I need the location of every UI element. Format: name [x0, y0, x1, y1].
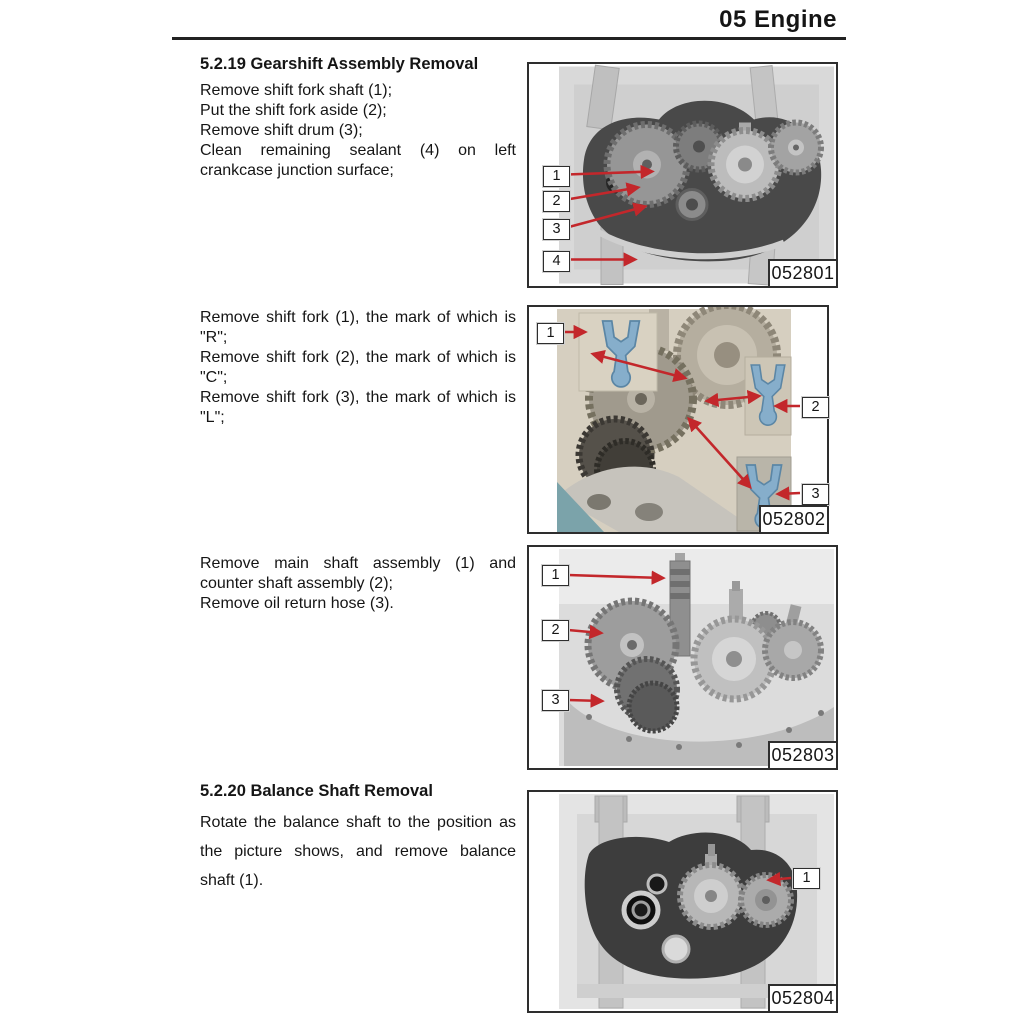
callout-box: 1 [793, 868, 820, 889]
callout-box: 2 [802, 397, 829, 418]
section-5-2-20 [200, 782, 516, 895]
body-line: Remove shift fork (2), the mark of which is [200, 349, 516, 366]
engine-photo-illustration [529, 307, 827, 532]
body-line: Rotate the balance shaft to the position as [200, 814, 516, 831]
section-5-2-19 [200, 55, 516, 181]
callout-box: 1 [543, 166, 570, 187]
callout-box: 4 [543, 251, 570, 272]
callout-arrow [778, 493, 800, 494]
body-line: counter shaft assembly (2); [200, 575, 393, 592]
engine-photo-illustration [529, 64, 836, 286]
section-main-shaft [200, 554, 516, 614]
body-line: Remove shift fork shaft (1); [200, 82, 393, 99]
body-line: the picture shows, and remove balance [200, 843, 516, 860]
body-line: Put the shift fork aside (2); [200, 102, 387, 119]
body-line: Remove oil return hose (3). [200, 595, 394, 612]
callout-box: 3 [542, 690, 569, 711]
body-line: crankcase junction surface; [200, 162, 394, 179]
figure-052803 [527, 545, 838, 770]
figure-id-label: 052802 [759, 505, 827, 532]
header-rule [172, 37, 846, 40]
callout-box: 3 [543, 219, 570, 240]
section-heading: 5.2.20 Balance Shaft Removal [200, 782, 433, 800]
body-line: Remove shift drum (3); [200, 122, 363, 139]
figure-052804 [527, 790, 838, 1013]
figure-id-label: 052803 [768, 741, 836, 768]
figure-id-label: 052801 [768, 259, 836, 286]
body-line: Remove shift fork (1), the mark of which is [200, 309, 516, 326]
body-line: "L"; [200, 409, 225, 426]
page-title: 05 Engine [719, 6, 837, 33]
callout-arrow [568, 700, 602, 701]
engine-photo-illustration [529, 792, 836, 1011]
figure-052802 [527, 305, 829, 534]
engine-photo-illustration [529, 547, 836, 768]
callout-box: 2 [543, 191, 570, 212]
section-shift-forks [200, 308, 516, 428]
callout-box: 1 [537, 323, 564, 344]
body-line: Remove main shaft assembly (1) and [200, 555, 516, 572]
body-line: shaft (1). [200, 872, 264, 889]
figure-id-label: 052804 [768, 984, 836, 1011]
section-heading: 5.2.19 Gearshift Assembly Removal [200, 55, 479, 73]
callout-box: 3 [802, 484, 829, 505]
callout-box: 1 [542, 565, 569, 586]
body-line: Clean remaining sealant (4) on left [200, 142, 516, 159]
body-line: "C"; [200, 369, 228, 386]
body-line: Remove shift fork (3), the mark of which is [200, 389, 516, 406]
body-line: "R"; [200, 329, 228, 346]
figure-052801 [527, 62, 838, 288]
callout-box: 2 [542, 620, 569, 641]
